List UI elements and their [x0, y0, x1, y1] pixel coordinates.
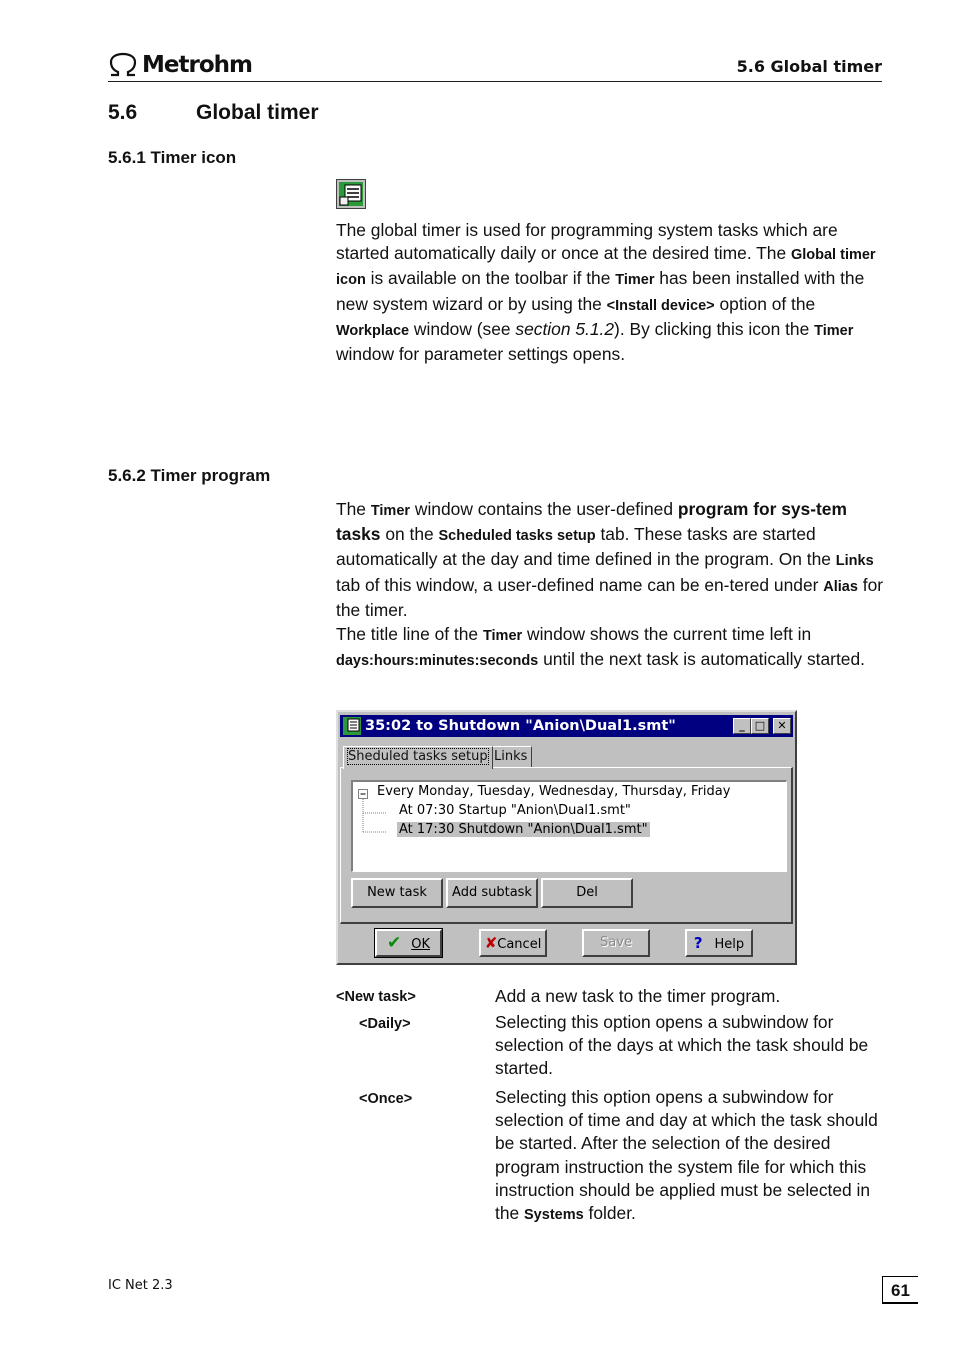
footer-product: IC Net 2.3 — [108, 1278, 173, 1293]
tab-scheduled-tasks-setup[interactable]: Sheduled tasks setup — [343, 746, 493, 769]
del-button[interactable]: Del — [541, 878, 633, 908]
minimize-button[interactable]: _ — [733, 718, 751, 734]
help-icon: ? — [693, 934, 703, 952]
desc-daily: Selecting this option opens a subwindow for selection of the days at which the task should be started. — [495, 1012, 869, 1079]
section-number: 5.6 — [108, 101, 138, 124]
help-button[interactable]: ? Help — [685, 929, 753, 957]
term-new-task: <New task> — [336, 989, 416, 1005]
task-tree[interactable] — [351, 780, 787, 872]
metrohm-logo — [108, 50, 252, 80]
dialog-titlebar[interactable] — [340, 715, 793, 737]
brand-name: Metrohm — [142, 52, 252, 78]
close-button[interactable]: ✕ — [773, 718, 791, 734]
subsection-timer-program: 5.6.2 Timer program — [108, 466, 271, 485]
subsection-timer-icon: 5.6.1 Timer icon — [108, 148, 237, 167]
header-rule — [108, 81, 882, 82]
checkmark-icon: ✔ — [386, 933, 402, 953]
term-once: <Once> — [359, 1091, 413, 1107]
section-title-text: Global timer — [196, 101, 319, 124]
page-number: 61 — [882, 1276, 918, 1304]
cancel-x-icon: ✘ — [484, 934, 498, 952]
global-timer-icon — [336, 179, 366, 209]
timer-icon-paragraph: The global timer is used for programming system tasks which are started automatically daily or once at the desired time. The Global timer icon is available on the toolbar if the Timer has been installed with the new system wizard or by using the <Install device> option of the Workplace window (see section 5.1.2). By clicking this icon the Timer window for parameter settings opens. — [336, 220, 876, 365]
maximize-button[interactable]: □ — [751, 718, 769, 734]
ok-button[interactable]: ✔ OK — [375, 929, 442, 957]
new-task-button[interactable]: New task — [351, 878, 443, 908]
dialog-title: 35:02 to Shutdown "Anion\Dual1.smt" — [365, 718, 676, 734]
timer-dialog — [336, 710, 797, 965]
tree-startup-item[interactable]: At 07:30 Startup "Anion\Dual1.smt" — [399, 803, 631, 818]
save-button[interactable]: Save — [582, 929, 650, 957]
timer-program-paragraph: The Timer window contains the user-defined program for sys-tem tasks on the Scheduled tasks setup tab. These tasks are started automatically at the day and time defined in the program. On the Links tab of this window, a user-defined name can be en-tered under Alias for the timer. — [336, 499, 884, 620]
tab-links[interactable]: Links — [489, 746, 532, 767]
omega-icon — [108, 52, 138, 78]
add-subtask-button[interactable]: Add subtask — [446, 878, 538, 908]
term-daily: <Daily> — [359, 1016, 411, 1032]
tasks-panel — [340, 767, 793, 924]
section-title — [108, 101, 319, 125]
title-line-paragraph: The title line of the Timer window shows the current time left in days:hours:minutes:seconds until the next task is automatically started. — [336, 624, 865, 670]
cancel-button[interactable]: ✘Cancel — [479, 929, 547, 957]
running-title: 5.6 Global timer — [736, 57, 882, 76]
tree-root-item[interactable]: Every Monday, Tuesday, Wednesday, Thursday, Friday — [377, 784, 731, 799]
tree-shutdown-item[interactable]: At 17:30 Shutdown "Anion\Dual1.smt" — [399, 822, 648, 837]
desc-new-task: Add a new task to the timer program. — [495, 986, 781, 1006]
desc-once: Selecting this option opens a subwindow for selection of time and day at which the task should be started. After the selection of the desired program instruction the system file for which this instruction should be applied must be selected in the Systems folder. — [495, 1087, 878, 1224]
timer-window-icon — [343, 717, 361, 735]
